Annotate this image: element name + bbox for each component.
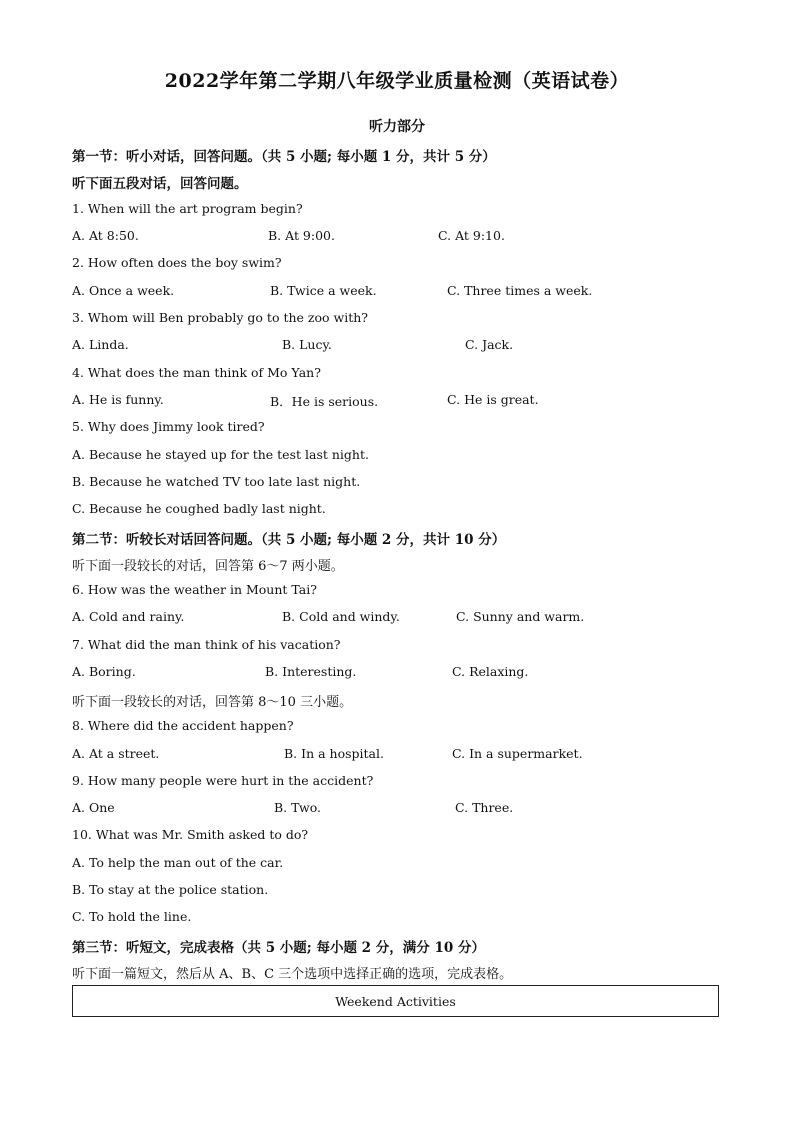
question-3: 3. Whom will Ben probably go to the zoo with?: [72, 310, 368, 325]
q4-option-b: B．He is serious.: [270, 394, 379, 409]
section2-instruction-2: 听下面一段较长的对话，回答第 8～10 三小题。: [72, 695, 353, 710]
table-header: Weekend Activities: [335, 993, 456, 1009]
q2-option-c: C. Three times a week.: [447, 283, 593, 298]
question-2: 2. How often does the boy swim?: [72, 255, 282, 270]
q4-option-c: C. He is great.: [447, 392, 539, 407]
q1-option-b: B. At 9:00.: [268, 228, 335, 243]
q8-option-a: A. At a street.: [72, 746, 160, 761]
q3-option-a: A. Linda.: [72, 337, 129, 352]
q6-option-a: A. Cold and rainy.: [72, 609, 185, 624]
question-1: 1. When will the art program begin?: [72, 201, 303, 216]
question-10: 10. What was Mr. Smith asked to do?: [72, 827, 309, 842]
q7-option-a: A. Boring.: [72, 664, 136, 679]
question-4: 4. What does the man think of Mo Yan?: [72, 365, 321, 380]
q2-option-a: A. Once a week.: [72, 283, 175, 298]
section3-instruction: 听下面一篇短文，然后从 A、B、C 三个选项中选择正确的选项，完成表格。: [72, 967, 513, 982]
section2-heading: 第二节：听较长对话回答问题。（共 5 小题; 每小题 2 分，共计 10 分）: [72, 532, 506, 548]
q5-option-b: B. Because he watched TV too late last night.: [72, 474, 361, 489]
question-8: 8. Where did the accident happen?: [72, 718, 294, 733]
q1-option-a: A. At 8:50.: [72, 228, 139, 243]
q8-option-b: B. In a hospital.: [284, 746, 384, 761]
q7-option-c: C. Relaxing.: [452, 664, 529, 679]
q9-option-b: B. Two.: [274, 800, 322, 815]
question-6: 6. How was the weather in Mount Tai?: [72, 582, 317, 597]
section1-instruction: 听下面五段对话，回答问题。: [72, 176, 248, 192]
q5-option-a: A. Because he stayed up for the test last night.: [72, 447, 369, 462]
page-title: 2022学年第二学期八年级学业质量检测（英语试卷）: [164, 70, 630, 92]
question-5: 5. Why does Jimmy look tired?: [72, 419, 265, 434]
q3-option-b: B. Lucy.: [282, 337, 332, 352]
section2-instruction-1: 听下面一段较长的对话，回答第 6～7 两小题。: [72, 559, 344, 574]
q9-option-a: A. One: [72, 800, 115, 815]
q6-option-c: C. Sunny and warm.: [456, 609, 585, 624]
q6-option-b: B. Cold and windy.: [282, 609, 400, 624]
question-9: 9. How many people were hurt in the accident?: [72, 773, 374, 788]
section3-heading: 第三节：听短文，完成表格（共 5 小题; 每小题 2 分，满分 10 分）: [72, 940, 485, 956]
q5-option-c: C. Because he coughed badly last night.: [72, 501, 326, 516]
q3-option-c: C. Jack.: [465, 337, 514, 352]
q7-option-b: B. Interesting.: [265, 664, 357, 679]
q10-option-c: C. To hold the line.: [72, 909, 192, 924]
q10-option-a: A. To help the man out of the car.: [72, 855, 284, 870]
q9-option-c: C. Three.: [455, 800, 514, 815]
q2-option-b: B. Twice a week.: [270, 283, 377, 298]
q1-option-c: C. At 9:10.: [438, 228, 505, 243]
section1-heading: 第一节：听小对话，回答问题。（共 5 小题; 每小题 1 分，共计 5 分）: [72, 149, 496, 165]
q8-option-c: C. In a supermarket.: [452, 746, 583, 761]
weekend-activities-table: [72, 985, 719, 1017]
q10-option-b: B. To stay at the police station.: [72, 882, 269, 897]
listening-heading: 听力部分: [369, 119, 425, 135]
q4-option-a: A. He is funny.: [72, 392, 164, 407]
question-7: 7. What did the man think of his vacation?: [72, 637, 341, 652]
